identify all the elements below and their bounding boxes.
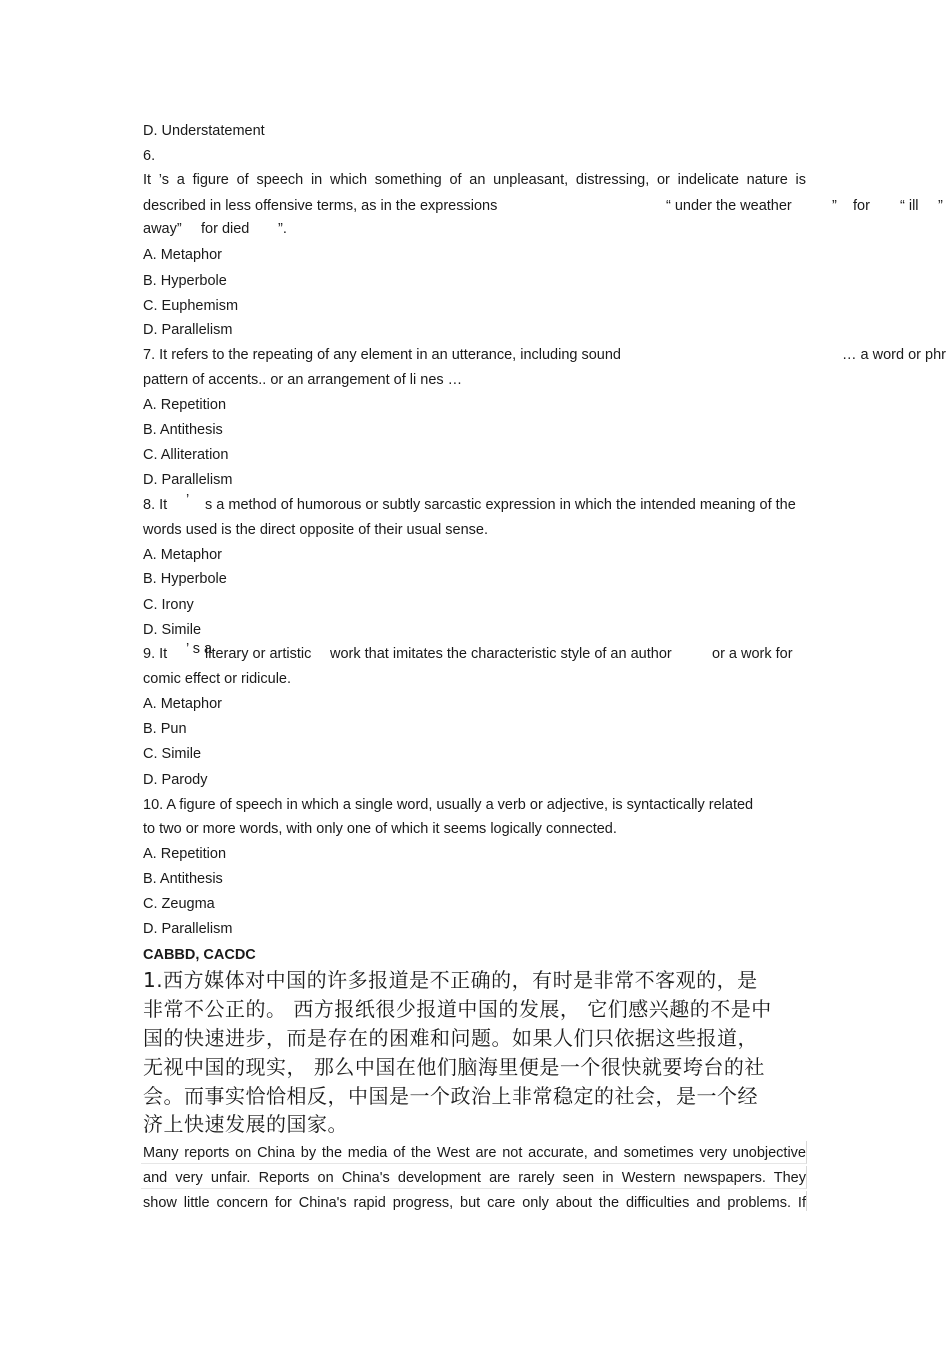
q6-word-for-died: for died: [201, 221, 250, 237]
en-translation-line: Many reports on China by the media of the West are not accurate, and sometimes very unobjective: [143, 1145, 806, 1161]
q8-apostrophe: ’: [186, 492, 190, 508]
q10-option-b: B. Antithesis: [143, 871, 223, 887]
q7-stem-line2: pattern of accents.. or an arrangement of li nes …: [143, 372, 463, 388]
q7-stem-line1: 7. It refers to the repeating of any element in an utterance, including sound: [143, 347, 621, 363]
cn-passage-line: 1.西方媒体对中国的许多报道是不正确的，有时是非常不客观的，是: [143, 968, 758, 992]
q6-option-c: C. Euphemism: [143, 298, 239, 314]
q6-stem-line2: described in less offensive terms, as in the expressions: [143, 198, 498, 214]
cn-passage-line: 无视中国的现实， 那么中国在他们脑海里便是一个很快就要垮台的社: [143, 1055, 765, 1079]
en-translation-line: show little concern for China's rapid progress, but care only about the difficulties and problems. If: [143, 1195, 806, 1211]
q9-option-c: C. Simile: [143, 746, 202, 762]
q8-option-a: A. Metaphor: [143, 547, 222, 563]
q7-option-d: D. Parallelism: [143, 472, 233, 488]
q6-quote-under-weather: “ under the weather: [666, 198, 792, 214]
q6-quote-close-1: ”: [832, 198, 837, 214]
q7-option-a: A. Repetition: [143, 397, 227, 413]
q10-option-a: A. Repetition: [143, 846, 227, 862]
q9-stem-tail: or a work for: [712, 646, 793, 662]
q8-option-d: D. Simile: [143, 622, 202, 638]
q9-apostrophe: ’ s a: [186, 641, 213, 657]
q8-stem-line2: words used is the direct opposite of their usual sense.: [143, 522, 488, 538]
q10-stem-line2: to two or more words, with only one of which it seems logically connected.: [143, 821, 617, 837]
q6-number: 6.: [143, 148, 156, 164]
cn-passage-line: 会。而事实恰恰相反，中国是一个政治上非常稳定的社会，是一个经: [143, 1084, 758, 1108]
q7-option-c: C. Alliteration: [143, 447, 229, 463]
q9-stem-work: work that imitates the characteristic style of an author: [330, 646, 672, 662]
q10-stem-line1: 10. A figure of speech in which a single word, usually a verb or adjective, is syntactically related: [143, 797, 754, 813]
q8-option-c: C. Irony: [143, 597, 194, 613]
q7-stem-line1-tail: … a word or phr: [842, 347, 946, 363]
q9-option-d: D. Parody: [143, 772, 208, 788]
q6-option-b: B. Hyperbole: [143, 273, 227, 289]
q6-option-d: D. Parallelism: [143, 322, 233, 338]
q8-stem-number: 8. It: [143, 497, 168, 513]
cn-passage-line: 济上快速发展的国家。: [143, 1112, 348, 1136]
answer-key: CABBD, CACDC: [143, 947, 256, 963]
q10-option-c: C. Zeugma: [143, 896, 215, 912]
q9-stem-literary: literary or artistic: [205, 646, 312, 662]
q6-word-for: for: [853, 198, 870, 214]
q10-option-d: D. Parallelism: [143, 921, 233, 937]
q6-quote-close-2: ”: [938, 198, 943, 214]
q6-quote-close-3: ”.: [278, 221, 287, 237]
q9-stem-line2: comic effect or ridicule.: [143, 671, 292, 687]
q6-word-away: away”: [143, 221, 182, 237]
q5-option-d: D. Understatement: [143, 123, 265, 139]
q8-stem-line1: s a method of humorous or subtly sarcastic expression in which the intended meaning of the: [205, 497, 796, 513]
q8-option-b: B. Hyperbole: [143, 571, 227, 587]
cn-passage-line: 非常不公正的。 西方报纸很少报道中国的发展， 它们感兴趣的不是中: [143, 997, 772, 1021]
q6-option-a: A. Metaphor: [143, 247, 222, 263]
q9-option-b: B. Pun: [143, 721, 187, 737]
q6-stem-line1: It ’s a figure of speech in which something of an unpleasant, distressing, or indelicate nature is: [143, 172, 806, 188]
q6-quote-ill: “ ill: [900, 198, 919, 214]
en-translation-line: and very unfair. Reports on China's development are rarely seen in Western newspapers. They: [143, 1170, 806, 1186]
q7-option-b: B. Antithesis: [143, 422, 223, 438]
q9-stem-number: 9. It: [143, 646, 168, 662]
q9-option-a: A. Metaphor: [143, 696, 222, 712]
cn-passage-line: 国的快速进步，而是存在的困难和问题。如果人们只依据这些报道，: [143, 1026, 758, 1050]
